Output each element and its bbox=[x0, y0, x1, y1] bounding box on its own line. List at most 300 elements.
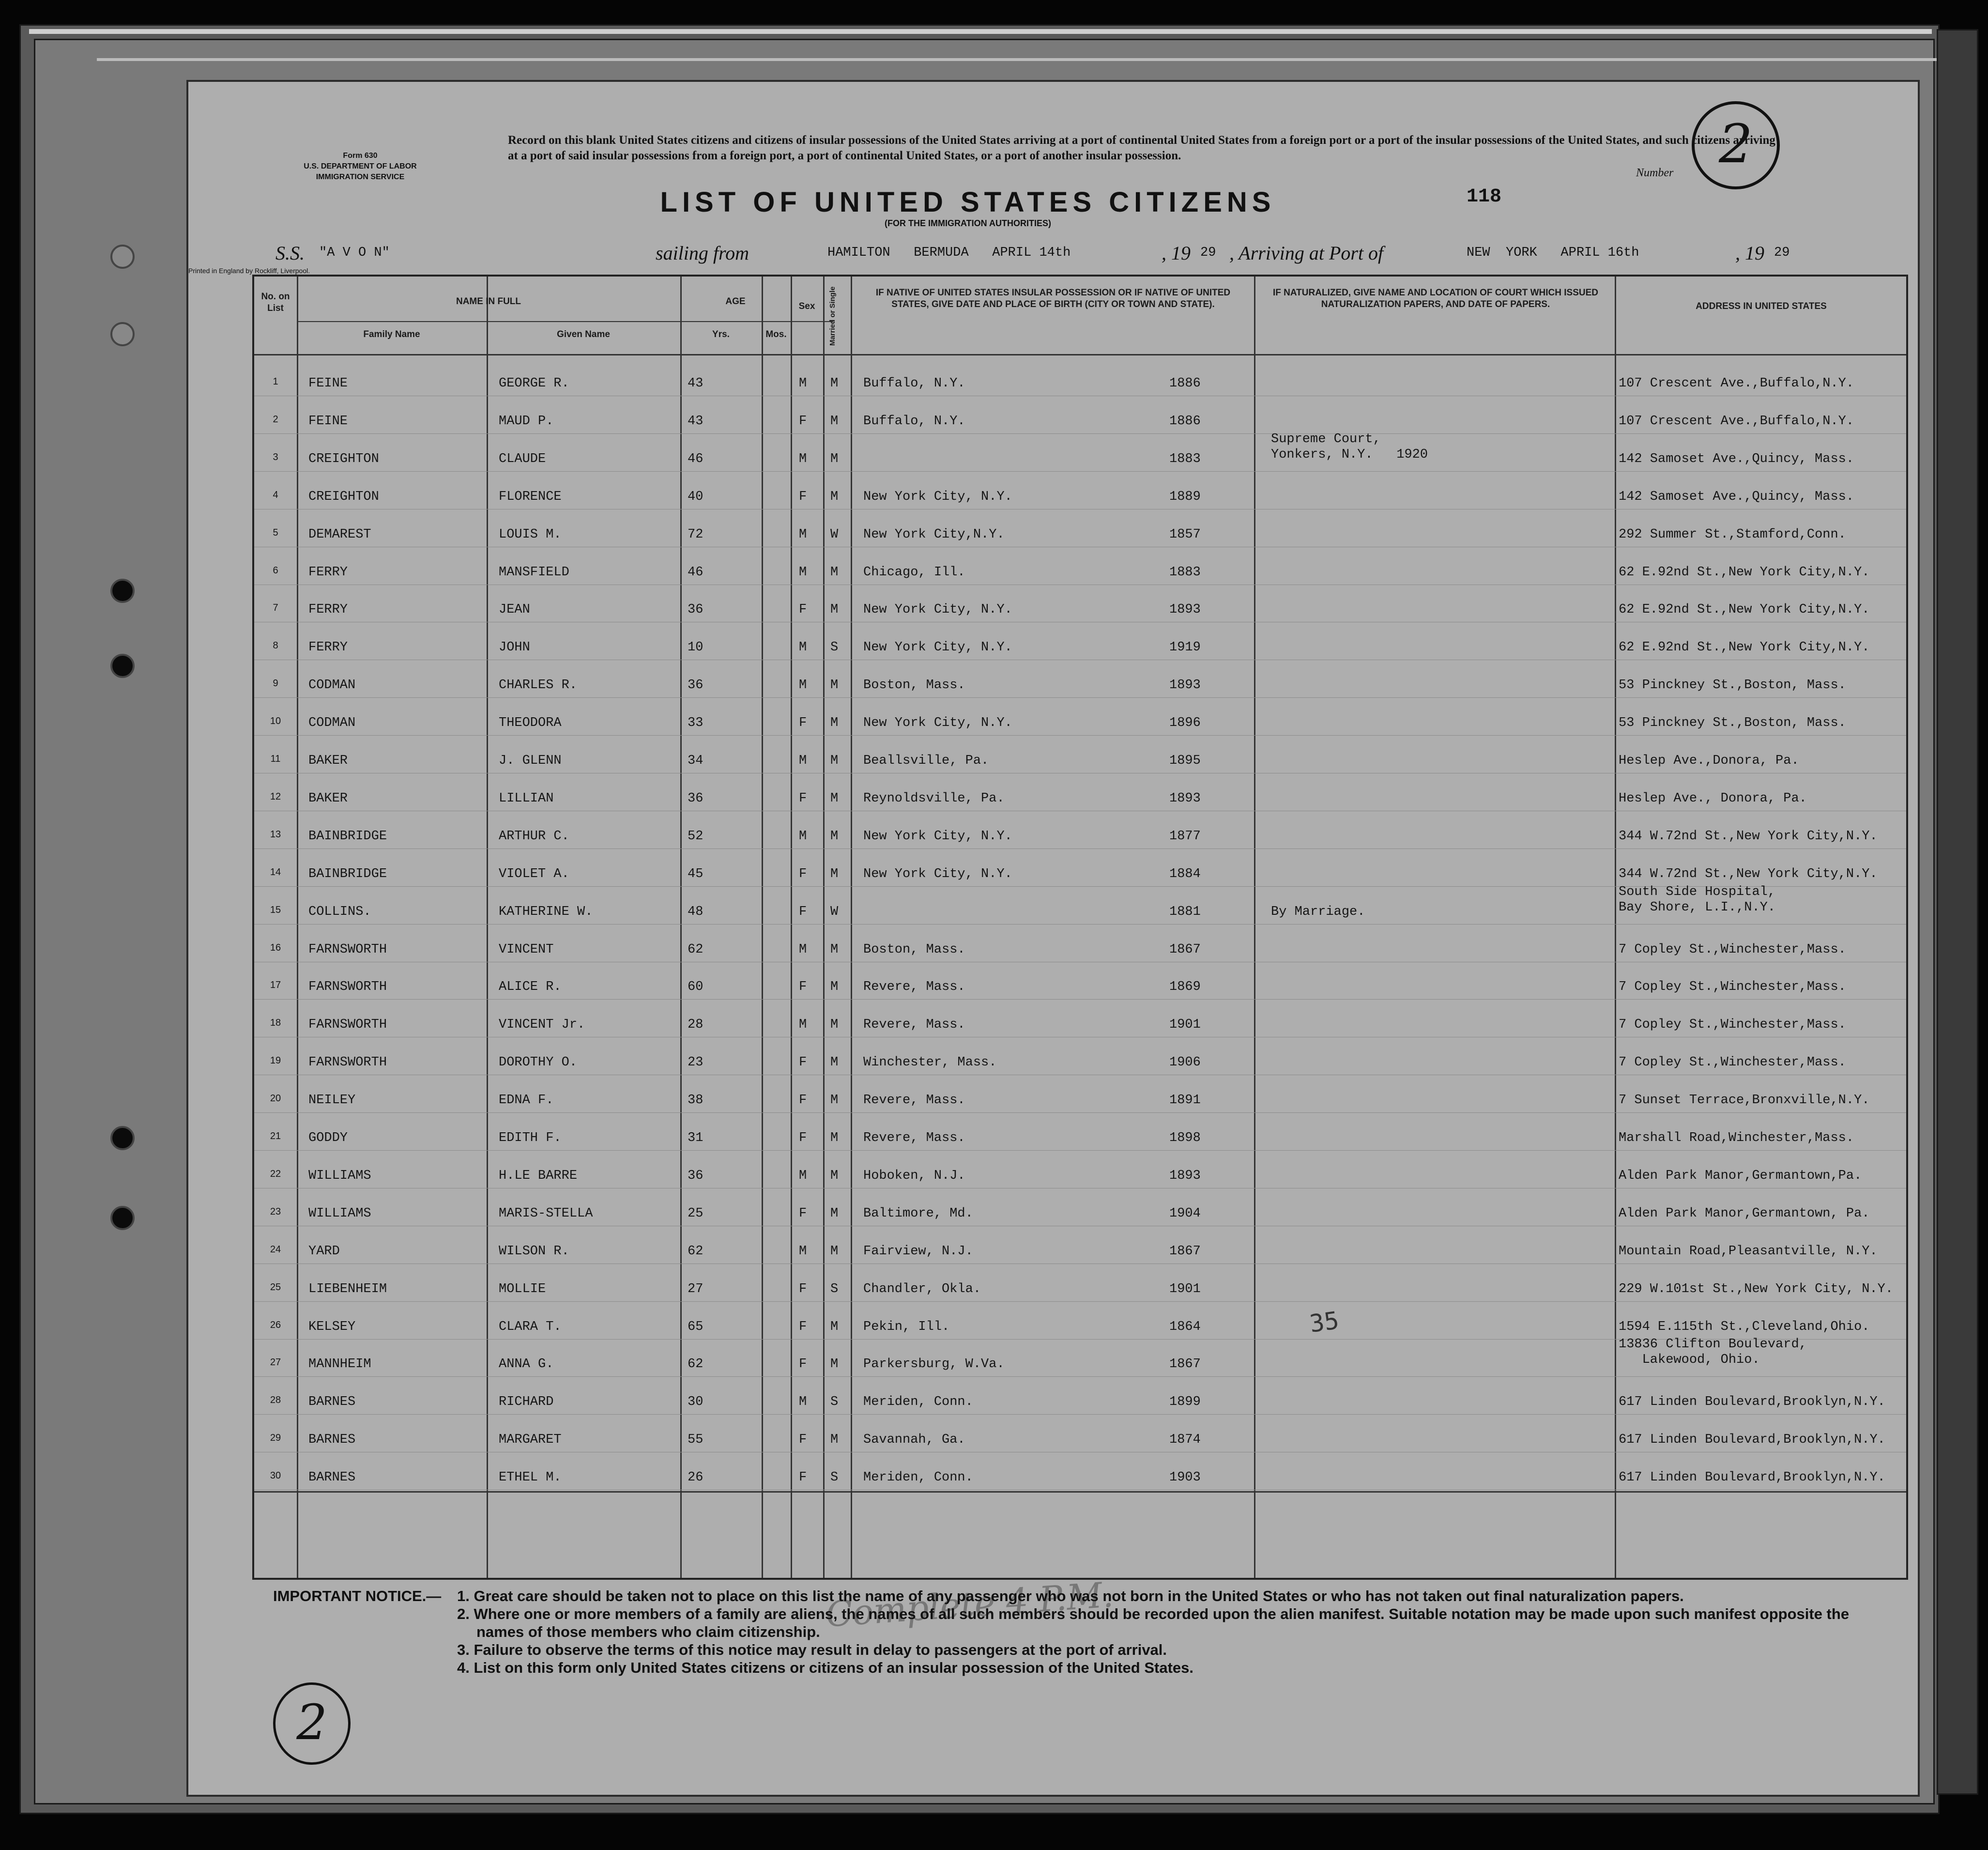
cell-sex: F bbox=[799, 866, 807, 881]
cell-place: Chandler, Okla. bbox=[863, 1281, 981, 1296]
cell-no: 21 bbox=[270, 1131, 281, 1141]
cell-family: WILLIAMS bbox=[308, 1168, 371, 1183]
cell-ms: M bbox=[830, 414, 839, 429]
table-row bbox=[254, 963, 1906, 1001]
departure-year: 29 bbox=[1200, 246, 1216, 260]
cell-address: 617 Linden Boulevard,Brooklyn,N.Y. bbox=[1619, 1433, 1885, 1448]
cell-year: 1898 bbox=[1169, 1131, 1201, 1145]
cell-place: Savannah, Ga. bbox=[863, 1433, 965, 1448]
cell-ms: M bbox=[830, 602, 839, 617]
cell-family: FERRY bbox=[308, 640, 348, 655]
cell-family: COLLINS. bbox=[308, 904, 371, 919]
binder-hole bbox=[110, 245, 135, 269]
cell-place: Meriden, Conn. bbox=[863, 1395, 973, 1410]
cell-given: J. GLENN bbox=[499, 754, 562, 768]
table-row bbox=[254, 850, 1906, 888]
cell-address: 7 Copley St.,Winchester,Mass. bbox=[1619, 980, 1846, 995]
cell-given: MAUD P. bbox=[499, 414, 554, 429]
cell-ms: M bbox=[830, 716, 839, 731]
cell-ms: M bbox=[830, 829, 839, 844]
cell-year: 1896 bbox=[1169, 716, 1201, 731]
cell-ms: W bbox=[830, 904, 839, 919]
cell-ms: M bbox=[830, 1055, 839, 1070]
cell-place: Buffalo, N.Y. bbox=[863, 376, 965, 391]
table-row bbox=[254, 1337, 1906, 1378]
cell-sex: M bbox=[799, 829, 807, 844]
cell-sex: M bbox=[799, 451, 807, 466]
cell-sex: M bbox=[799, 640, 807, 655]
table-row bbox=[254, 432, 1906, 473]
cell-year: 1906 bbox=[1169, 1055, 1201, 1070]
cell-given: KATHERINE W. bbox=[499, 904, 593, 919]
arriving-label: , Arriving at Port of bbox=[1229, 242, 1384, 264]
cell-yrs: 23 bbox=[688, 1055, 703, 1070]
cell-yrs: 38 bbox=[688, 1093, 703, 1108]
cell-ms: M bbox=[830, 1244, 839, 1259]
cell-place: Boston, Mass. bbox=[863, 942, 965, 957]
cell-address: Heslep Ave.,Donora, Pa. bbox=[1619, 754, 1799, 768]
cell-given: GEORGE R. bbox=[499, 376, 569, 391]
cell-no: 6 bbox=[273, 565, 278, 576]
number-label: Number bbox=[1636, 167, 1674, 179]
cell-yrs: 33 bbox=[688, 716, 703, 731]
cell-place: Winchester, Mass. bbox=[863, 1055, 997, 1070]
table-row bbox=[254, 1416, 1906, 1454]
cell-ms: M bbox=[830, 1168, 839, 1183]
cell-ms: S bbox=[830, 1395, 839, 1410]
cell-sex: M bbox=[799, 1244, 807, 1259]
cell-sex: F bbox=[799, 1206, 807, 1221]
printer-credit: Printed in England by Rockliff, Liverpool. bbox=[188, 267, 310, 275]
binder-hole bbox=[110, 322, 135, 346]
cell-year: 1901 bbox=[1169, 1018, 1201, 1033]
cell-family: FEINE bbox=[308, 414, 348, 429]
cell-place: Chicago, Ill. bbox=[863, 565, 965, 580]
cell-address: 7 Sunset Terrace,Bronxville,N.Y. bbox=[1619, 1093, 1870, 1108]
cell-given: VINCENT bbox=[499, 942, 554, 957]
cell-year: 1867 bbox=[1169, 942, 1201, 957]
cell-address: 292 Summer St.,Stamford,Conn. bbox=[1619, 527, 1846, 542]
cell-no: 20 bbox=[270, 1093, 281, 1104]
cell-address: 53 Pinckney St.,Boston, Mass. bbox=[1619, 678, 1846, 693]
cell-address: 229 W.101st St.,New York City, N.Y. bbox=[1619, 1281, 1894, 1296]
cell-sex: M bbox=[799, 1018, 807, 1033]
cell-given: ETHEL M. bbox=[499, 1470, 562, 1485]
col-age-header: AGE bbox=[725, 296, 746, 307]
cell-place: New York City, N.Y. bbox=[863, 602, 1012, 617]
cell-family: YARD bbox=[308, 1244, 340, 1259]
cell-address: 62 E.92nd St.,New York City,N.Y. bbox=[1619, 602, 1870, 617]
cell-family: NEILEY bbox=[308, 1093, 356, 1108]
cell-no: 26 bbox=[270, 1319, 281, 1330]
table-row bbox=[254, 1454, 1906, 1492]
cell-yrs: 36 bbox=[688, 602, 703, 617]
cell-yrs: 28 bbox=[688, 1018, 703, 1033]
cell-sex: F bbox=[799, 1281, 807, 1296]
table-row bbox=[254, 1077, 1906, 1114]
cell-given: LILLIAN bbox=[499, 791, 554, 806]
cell-year: 1883 bbox=[1169, 451, 1201, 466]
cell-family: FARNSWORTH bbox=[308, 1055, 387, 1070]
cell-place: Reynoldsville, Pa. bbox=[863, 791, 1005, 806]
cell-ms: M bbox=[830, 1131, 839, 1145]
cell-family: CODMAN bbox=[308, 716, 356, 731]
page-stack-edge bbox=[1937, 29, 1978, 1795]
cell-family: BAKER bbox=[308, 791, 348, 806]
cell-place: New York City, N.Y. bbox=[863, 640, 1012, 655]
cell-family: DEMAREST bbox=[308, 527, 371, 542]
cell-given: WILSON R. bbox=[499, 1244, 569, 1259]
cell-yrs: 46 bbox=[688, 565, 703, 580]
table-row bbox=[254, 1152, 1906, 1190]
cell-sex: F bbox=[799, 980, 807, 995]
arrival-year: 29 bbox=[1774, 246, 1790, 260]
cell-year: 1893 bbox=[1169, 678, 1201, 693]
table-row bbox=[254, 1378, 1906, 1416]
cell-ms: S bbox=[830, 1470, 839, 1485]
cell-given: CHARLES R. bbox=[499, 678, 578, 693]
cell-given: ANNA G. bbox=[499, 1357, 554, 1372]
cell-year: 1857 bbox=[1169, 527, 1201, 542]
cell-no: 4 bbox=[273, 489, 278, 500]
col-married-header: Married or Single bbox=[828, 286, 837, 346]
list-number: 118 bbox=[1467, 186, 1502, 208]
table-row bbox=[254, 884, 1906, 926]
binder-hole bbox=[110, 1126, 135, 1150]
cell-year: 1919 bbox=[1169, 640, 1201, 655]
cell-no: 27 bbox=[270, 1357, 281, 1368]
cell-sex: M bbox=[799, 754, 807, 768]
cell-ms: M bbox=[830, 1206, 839, 1221]
cell-address: Alden Park Manor,Germantown, Pa. bbox=[1619, 1206, 1870, 1221]
cell-ms: M bbox=[830, 376, 839, 391]
ss-label: S.S. bbox=[275, 242, 305, 264]
page-edge bbox=[29, 29, 1932, 34]
cell-given: JOHN bbox=[499, 640, 530, 655]
cell-no: 18 bbox=[270, 1018, 281, 1029]
cell-sex: M bbox=[799, 942, 807, 957]
cell-ms: M bbox=[830, 489, 839, 504]
cell-sex: M bbox=[799, 678, 807, 693]
cell-yrs: 60 bbox=[688, 980, 703, 995]
cell-sex: F bbox=[799, 1093, 807, 1108]
cell-sex: F bbox=[799, 1433, 807, 1448]
cell-yrs: 27 bbox=[688, 1281, 703, 1296]
cell-family: LIEBENHEIM bbox=[308, 1281, 387, 1296]
cell-year: 1899 bbox=[1169, 1395, 1201, 1410]
table-row bbox=[254, 586, 1906, 624]
cell-given: MANSFIELD bbox=[499, 565, 569, 580]
cell-family: GODDY bbox=[308, 1131, 348, 1145]
cell-ms: M bbox=[830, 1093, 839, 1108]
cell-year: 1877 bbox=[1169, 829, 1201, 844]
cell-sex: F bbox=[799, 791, 807, 806]
cell-no: 5 bbox=[273, 527, 278, 538]
notice-lead: IMPORTANT NOTICE.— bbox=[273, 1588, 442, 1604]
cell-place: Parkersburg, W.Va. bbox=[863, 1357, 1005, 1372]
cell-family: FARNSWORTH bbox=[308, 1018, 387, 1033]
cell-given: THEODORA bbox=[499, 716, 562, 731]
cell-ms: M bbox=[830, 451, 839, 466]
notice-item: 3. Failure to observe the terms of this notice may result in delay to passengers at the port of arrival. bbox=[457, 1641, 1167, 1658]
form-number: Form 630 bbox=[343, 152, 378, 160]
cell-court: Supreme Court, Yonkers, N.Y. 1920 bbox=[1271, 432, 1428, 462]
table-row bbox=[254, 1039, 1906, 1077]
col-mos-header: Mos. bbox=[765, 329, 787, 339]
cell-given: MARGARET bbox=[499, 1433, 562, 1448]
cell-address: 617 Linden Boulevard,Brooklyn,N.Y. bbox=[1619, 1470, 1885, 1485]
cell-address: 62 E.92nd St.,New York City,N.Y. bbox=[1619, 640, 1870, 655]
cell-given: CLAUDE bbox=[499, 451, 546, 466]
cell-given: H.LE BARRE bbox=[499, 1168, 578, 1183]
col-yrs-header: Yrs. bbox=[712, 329, 730, 339]
cell-address: 7 Copley St.,Winchester,Mass. bbox=[1619, 942, 1846, 957]
page-edge bbox=[97, 58, 1937, 61]
cell-year: 1904 bbox=[1169, 1206, 1201, 1221]
notice-item: 4. List on this form only United States citizens or citizens of an insular possession of the United States. bbox=[457, 1659, 1193, 1676]
cell-family: CODMAN bbox=[308, 678, 356, 693]
cell-address: 617 Linden Boulevard,Brooklyn,N.Y. bbox=[1619, 1395, 1885, 1410]
cell-sex: M bbox=[799, 376, 807, 391]
cell-yrs: 43 bbox=[688, 414, 703, 429]
cell-no: 14 bbox=[270, 866, 281, 878]
cell-no: 15 bbox=[270, 904, 281, 915]
cell-given: DOROTHY O. bbox=[499, 1055, 578, 1070]
table-row bbox=[254, 1114, 1906, 1152]
cell-no: 2 bbox=[273, 414, 278, 425]
cell-yrs: 30 bbox=[688, 1395, 703, 1410]
cell-given: LOUIS M. bbox=[499, 527, 562, 542]
cell-ms: M bbox=[830, 1018, 839, 1033]
cell-place: New York City, N.Y. bbox=[863, 866, 1012, 881]
form-identifier bbox=[273, 151, 447, 183]
cell-address: 142 Samoset Ave.,Quincy, Mass. bbox=[1619, 489, 1854, 504]
table-row bbox=[254, 473, 1906, 511]
cell-family: FERRY bbox=[308, 565, 348, 580]
cell-address: Mountain Road,Pleasantville, N.Y. bbox=[1619, 1244, 1878, 1259]
cell-ms: M bbox=[830, 1357, 839, 1372]
cell-year: 1869 bbox=[1169, 980, 1201, 995]
binder-hole bbox=[110, 579, 135, 603]
table-row bbox=[254, 1303, 1906, 1341]
cell-ms: M bbox=[830, 942, 839, 957]
col-address-header: ADDRESS IN UNITED STATES bbox=[1696, 301, 1827, 311]
cell-place: Revere, Mass. bbox=[863, 1018, 965, 1033]
cell-yrs: 26 bbox=[688, 1470, 703, 1485]
cell-given: ALICE R. bbox=[499, 980, 562, 995]
cell-year: 1884 bbox=[1169, 866, 1201, 881]
cell-year: 1893 bbox=[1169, 602, 1201, 617]
col-sex-header: Sex bbox=[798, 301, 815, 311]
cell-address: 7 Copley St.,Winchester,Mass. bbox=[1619, 1055, 1846, 1070]
cell-address: 7 Copley St.,Winchester,Mass. bbox=[1619, 1018, 1846, 1033]
cell-ms: M bbox=[830, 565, 839, 580]
cell-no: 10 bbox=[270, 716, 281, 727]
service-name: IMMIGRATION SERVICE bbox=[316, 173, 405, 181]
pencil-annotation: Complete 4 P.M. bbox=[824, 1574, 1115, 1635]
table-row bbox=[254, 1190, 1906, 1228]
cell-no: 24 bbox=[270, 1244, 281, 1255]
page-subtitle: (FOR THE IMMIGRATION AUTHORITIES) bbox=[885, 218, 1051, 228]
cell-yrs: 36 bbox=[688, 791, 703, 806]
cell-yrs: 45 bbox=[688, 866, 703, 881]
cell-place: New York City, N.Y. bbox=[863, 716, 1012, 731]
cell-given: RICHARD bbox=[499, 1395, 554, 1410]
binder-hole bbox=[110, 1206, 135, 1230]
cell-place: Revere, Mass. bbox=[863, 980, 965, 995]
cell-sex: M bbox=[799, 527, 807, 542]
cell-yrs: 43 bbox=[688, 376, 703, 391]
cell-yrs: 62 bbox=[688, 1244, 703, 1259]
cell-yrs: 52 bbox=[688, 829, 703, 844]
cell-place: Meriden, Conn. bbox=[863, 1470, 973, 1485]
cell-family: CREIGHTON bbox=[308, 489, 379, 504]
cell-given: EDNA F. bbox=[499, 1093, 554, 1108]
cell-address: 344 W.72nd St.,New York City,N.Y. bbox=[1619, 866, 1878, 881]
cell-place: Baltimore, Md. bbox=[863, 1206, 973, 1221]
cell-place: Revere, Mass. bbox=[863, 1093, 965, 1108]
cell-given: ARTHUR C. bbox=[499, 829, 569, 844]
table-row bbox=[254, 360, 1906, 398]
cell-no: 9 bbox=[273, 678, 278, 689]
cell-address: 13836 Clifton Boulevard, Lakewood, Ohio. bbox=[1619, 1337, 1807, 1368]
table-row bbox=[254, 1228, 1906, 1265]
cell-family: WILLIAMS bbox=[308, 1206, 371, 1221]
cell-no: 7 bbox=[273, 602, 278, 614]
cell-no: 28 bbox=[270, 1395, 281, 1406]
cell-yrs: 72 bbox=[688, 527, 703, 542]
cell-family: BARNES bbox=[308, 1395, 356, 1410]
col-no-header: No. on List bbox=[261, 292, 290, 313]
cell-yrs: 36 bbox=[688, 1168, 703, 1183]
cell-ms: M bbox=[830, 866, 839, 881]
cell-address: 344 W.72nd St.,New York City,N.Y. bbox=[1619, 829, 1878, 844]
cell-sex: F bbox=[799, 1357, 807, 1372]
cell-given: EDITH F. bbox=[499, 1131, 562, 1145]
cell-no: 30 bbox=[270, 1470, 281, 1481]
cell-sex: M bbox=[799, 565, 807, 580]
arr-year-prefix: , 19 bbox=[1735, 242, 1764, 264]
cell-place: Hoboken, N.J. bbox=[863, 1168, 965, 1183]
notice-item: 1. Great care should be taken not to place on this list the name of any passenger who was not born in the United States or who has not taken out final naturalization papers. bbox=[457, 1588, 1684, 1604]
cell-yrs: 46 bbox=[688, 451, 703, 466]
cell-family: FEINE bbox=[308, 376, 348, 391]
cell-yrs: 55 bbox=[688, 1433, 703, 1448]
cell-family: CREIGHTON bbox=[308, 451, 379, 466]
cell-family: BAINBRIDGE bbox=[308, 866, 387, 881]
cell-yrs: 31 bbox=[688, 1131, 703, 1145]
col-given-header: Given Name bbox=[557, 329, 610, 339]
cell-address: Alden Park Manor,Germantown,Pa. bbox=[1619, 1168, 1862, 1183]
dep-year-prefix: , 19 bbox=[1162, 242, 1191, 264]
table-row bbox=[254, 926, 1906, 964]
cell-year: 1891 bbox=[1169, 1093, 1201, 1108]
cell-no: 8 bbox=[273, 640, 278, 651]
cell-yrs: 62 bbox=[688, 1357, 703, 1372]
cell-ms: M bbox=[830, 1319, 839, 1334]
cell-ms: M bbox=[830, 678, 839, 693]
table-row bbox=[254, 1265, 1906, 1303]
cell-family: BAKER bbox=[308, 754, 348, 768]
department-name: U.S. DEPARTMENT OF LABOR bbox=[304, 162, 417, 170]
cell-place: New York City, N.Y. bbox=[863, 489, 1012, 504]
cell-given: CLARA T. bbox=[499, 1319, 562, 1334]
table-row bbox=[254, 511, 1906, 549]
cell-no: 23 bbox=[270, 1206, 281, 1217]
cell-year: 1886 bbox=[1169, 376, 1201, 391]
departure-port-date: HAMILTON BERMUDA APRIL 14th bbox=[827, 246, 1071, 260]
table-row bbox=[254, 1001, 1906, 1039]
cell-address: 107 Crescent Ave.,Buffalo,N.Y. bbox=[1619, 414, 1854, 429]
cell-no: 16 bbox=[270, 942, 281, 953]
cell-no: 1 bbox=[273, 376, 278, 387]
col-name-header: NAME IN FULL bbox=[456, 296, 521, 307]
manifest-sheet bbox=[186, 80, 1920, 1797]
page-title: LIST OF UNITED STATES CITIZENS bbox=[660, 186, 1276, 218]
cell-address: Heslep Ave., Donora, Pa. bbox=[1619, 791, 1807, 806]
col-birth-header: IF NATIVE OF UNITED STATES INSULAR POSSESSION OR IF NATIVE OF UNITED STATES, GIVE DATE AND PLACE OF BIRTH (CITY OR TOWN AND STATE). bbox=[875, 288, 1231, 309]
cell-yrs: 34 bbox=[688, 754, 703, 768]
cell-sex: F bbox=[799, 1470, 807, 1485]
cell-sex: M bbox=[799, 1168, 807, 1183]
cell-yrs: 48 bbox=[688, 904, 703, 919]
cell-address: South Side Hospital, Bay Shore, L.I.,N.Y. bbox=[1619, 884, 1776, 915]
cell-year: 1867 bbox=[1169, 1244, 1201, 1259]
cell-family: BARNES bbox=[308, 1433, 356, 1448]
cell-ms: S bbox=[830, 640, 839, 655]
cell-family: FARNSWORTH bbox=[308, 980, 387, 995]
table-row bbox=[254, 699, 1906, 737]
cell-year: 1886 bbox=[1169, 414, 1201, 429]
cell-no: 3 bbox=[273, 451, 278, 462]
cell-address: Marshall Road,Winchester,Mass. bbox=[1619, 1131, 1854, 1145]
cell-year: 1889 bbox=[1169, 489, 1201, 504]
table-row bbox=[254, 662, 1906, 699]
cell-ms: S bbox=[830, 1281, 839, 1296]
cell-given: FLORENCE bbox=[499, 489, 562, 504]
cell-given: MOLLIE bbox=[499, 1281, 546, 1296]
table-row bbox=[254, 737, 1906, 775]
cell-no: 22 bbox=[270, 1168, 281, 1179]
table-row bbox=[254, 549, 1906, 586]
cell-yrs: 62 bbox=[688, 942, 703, 957]
cell-place: Buffalo, N.Y. bbox=[863, 414, 965, 429]
cell-sex: F bbox=[799, 602, 807, 617]
cell-ms: W bbox=[830, 527, 839, 542]
record-instructions: Record on this blank United States citizens and citizens of insular possessions of the United States arriving at a port of continental United States from a foreign port or a port of the insular possessions of the United States, and such citizens arriving at a port of said insular possessions from a foreign port, a port of continental United States, or a port of another insular possession. bbox=[508, 134, 1775, 162]
circled-sheet-number: 2 bbox=[1692, 101, 1780, 189]
notice-list bbox=[457, 1587, 1885, 1677]
cell-yrs: 65 bbox=[688, 1319, 703, 1334]
cell-address: 62 E.92nd St.,New York City,N.Y. bbox=[1619, 565, 1870, 580]
cell-sex: F bbox=[799, 414, 807, 429]
cell-address: 107 Crescent Ave.,Buffalo,N.Y. bbox=[1619, 376, 1854, 391]
cell-no: 11 bbox=[270, 754, 281, 764]
cell-year: 1867 bbox=[1169, 1357, 1201, 1372]
cell-yrs: 25 bbox=[688, 1206, 703, 1221]
cell-year: 1895 bbox=[1169, 754, 1201, 768]
cell-ms: M bbox=[830, 791, 839, 806]
cell-yrs: 10 bbox=[688, 640, 703, 655]
stamped-number: 35 bbox=[1308, 1306, 1341, 1338]
cell-ms: M bbox=[830, 980, 839, 995]
ship-name: "A V O N" bbox=[319, 246, 390, 260]
cell-place: Revere, Mass. bbox=[863, 1131, 965, 1145]
cell-family: MANNHEIM bbox=[308, 1357, 371, 1372]
table-row bbox=[254, 398, 1906, 435]
col-naturalized-header: IF NATURALIZED, GIVE NAME AND LOCATION OF COURT WHICH ISSUED NATURALIZATION PAPERS, AND DATE OF PAPERS. bbox=[1272, 288, 1598, 309]
cell-family: FERRY bbox=[308, 602, 348, 617]
